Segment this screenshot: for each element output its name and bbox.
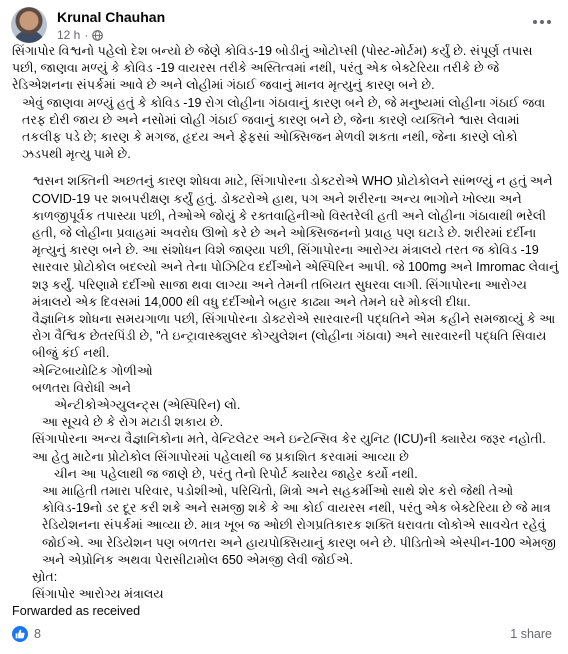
post-time[interactable]: 12 h <box>57 28 81 42</box>
paragraph-1: સિંગાપોર વિશ્વનો પહેલો દેશ બન્યો છે જેણે કોવિડ-19 બોડીનું ઓટોપ્સી (પોસ્ટ-મોર્ટમ) કર્યું છે. સંપૂર્ણ તપાસ પછી, જાણવા મળ્યું કે કોવિડ -19 વાયરસ તરીકે અસ્તિત્વમાં નથી, પરંતુ એક બેક્ટેરિયા તરીકે છે જે રેડિએશનના સંપર્કમાં આવે છે અને લોહીમાં ગંઠાઈ જવાનું માનવ મૃત્યુનું કારણ બને છે. <box>12 44 533 93</box>
avatar[interactable] <box>11 7 47 43</box>
globe-icon[interactable] <box>92 30 103 41</box>
paragraph-6: ચીન આ પહેલાથી જ જાણે છે, પરંતુ તેનો રિપોર્ટ ક્યારેય જાહેર કર્યો નથી. <box>54 466 418 481</box>
list-item: બળતરા વિરોધી અને <box>32 380 132 395</box>
more-options-icon[interactable] <box>528 12 556 32</box>
shares-count[interactable]: 1 share <box>510 627 552 641</box>
post-header <box>11 7 558 43</box>
like-icon <box>12 626 28 642</box>
list-item: એન્ટીકોએગ્યુલન્ટ્સ (એસ્પિરિન) લો. <box>54 398 241 413</box>
forwarded-note: Forwarded as received <box>12 604 141 618</box>
author-name[interactable]: Krunal Chauhan <box>57 9 166 25</box>
paragraph-2: એવું જાણવા મળ્યું હતું કે કોવિડ -19 રોગ લોહીના ગંઠાવાનું કારણ બને છે, જે મનુષ્યમાં લોહીના ગંઠાઈ જવા તરફ દોરી જાય છે અને નસોમાં લોહી ગંઠાઈ જવાનું કારણ બને છે, જેના કારણે વ્યક્તિને શ્વાસ લેવામાં તકલીફ પડે છે; કારણ કે મગજ, હૃદય અને ફેફસાં ઓક્સિજન મેળવી શકતા નથી, જેના કારણે લોકો ઝડપથી મૃત્યુ પામે છે. <box>22 95 546 162</box>
list-item: આ સૂચવે છે કે રોગ મટાડી શકાય છે. <box>42 415 224 430</box>
post-meta <box>57 28 103 42</box>
list-item: એન્ટિબાયોટિક ગોળીઓ <box>32 363 153 378</box>
post-footer <box>12 624 552 646</box>
reactions-summary[interactable] <box>12 626 41 642</box>
paragraph-7: આ માહિતી તમારા પરિવાર, પડોશીઓ, પરિચિતો, મિત્રો અને સહકર્મીઓ સાથે શેર કરો જેથી તેઓ કોવિડ-19નો ડર દૂર કરી શકે અને સમજી શકે કે આ કોઈ વાયરસ નથી, પરંતુ એક બેક્ટેરિયા છે જે માત્ર રેડિયેશનના સંપર્કમાં આવ્યા છે. માત્ર ખૂબ જ ઓછી રોગપ્રતિકારક શક્તિ ધરાવતા લોકોએ સાવચેત રહેવું જોઈએ. આ રેડિયેશન પણ બળતરા અને હાયપોક્સિયાનું કારણ બને છે. પીડિતોએ એસ્પીન-100 એમજી અને એપ્રોનિક અથવા પેરાસીટામોલ 650 એમજી લેવી જોઈએ. <box>42 484 556 567</box>
paragraph-4: વૈજ્ઞાનિક શોધના સમયગાળા પછી, સિંગાપોરના ડોક્ટરોએ સારવારની પદ્ધતિને એમ કહીને સમજાવ્યું કે આ રોગ વૈશ્વિક છેતરપિંડી છે, "તે ઇન્ટ્રાવાસ્ક્યુલર કોગ્યુલેશન (લોહીના ગંઠાવા) અને સારવારની પદ્ધતિ સિવાય બીજું કંઈ નથી. <box>32 312 556 361</box>
source-label: સ્રોત: <box>32 570 58 585</box>
paragraph-3: શ્વસન શક્તિની અછતનું કારણ શોધવા માટે, સિંગાપોરના ડોક્ટરોએ WHO પ્રોટોકોલને સાંભળ્યું ન હતું અને COVID-19 પર શબપરીક્ષણ કર્યું હતું. ડોક્ટરોએ હાથ, પગ અને શરીરના અન્ય ભાગોને ખોલ્યા અને કાળજીપૂર્વક તપાસ્યા પછી, તેઓએ જોયું કે રક્તવાહિનીઓ વિસ્તરેલી હતી અને લોહીના ગંઠાવાથી ભરેલી હતી, જે લોહીના પ્રવાહમાં અવરોધ ઊભો કરે છે અને ઓક્સિજનનો પ્રવાહ પણ ઘટાડે છે. શરીરમાં દર્દીના મૃત્યુનું કારણ બને છે. આ સંશોધન વિશે જાણ્યા પછી, સિંગાપોરના આરોગ્ય મંત્રાલયે તરત જ કોવિડ -19 સારવાર પ્રોટોકોલ બદલ્યો અને તેના પોઝિટિવ દર્દીઓને એસ્પિરિન આપી. જે 100mg અને Imromac લેવાનું શરૂ કર્યું. પરિણામે દર્દીઓ સાજા થવા લાગ્યા અને તેમની તબિયત સુધરવા લાગી. સિંગાપોરના આરોગ્ય મંત્રાલયે એક દિવસમાં 14,000 થી વધુ દર્દીઓને બહાર કાઢ્યા અને તેમને ઘરે મોકલી દીધા. <box>32 174 559 309</box>
source-value: સિંગાપોર આરોગ્ય મંત્રાલય <box>32 587 164 602</box>
reactions-count: 8 <box>34 627 41 641</box>
post-body <box>12 43 560 604</box>
paragraph-5: સિંગાપોરના અન્ય વૈજ્ઞાનિકોના મતે, વેન્ટિલેટર અને ઇન્ટેન્સિવ કેર યુનિટ (ICU)ની ક્યારેય જરૂર નહોતી. આ હેતુ માટેના પ્રોટોકોલ સિંગાપોરમાં પહેલાથી જ પ્રકાશિત કરવામાં આવ્યા છે <box>32 432 546 464</box>
separator-dot: · <box>84 28 89 42</box>
